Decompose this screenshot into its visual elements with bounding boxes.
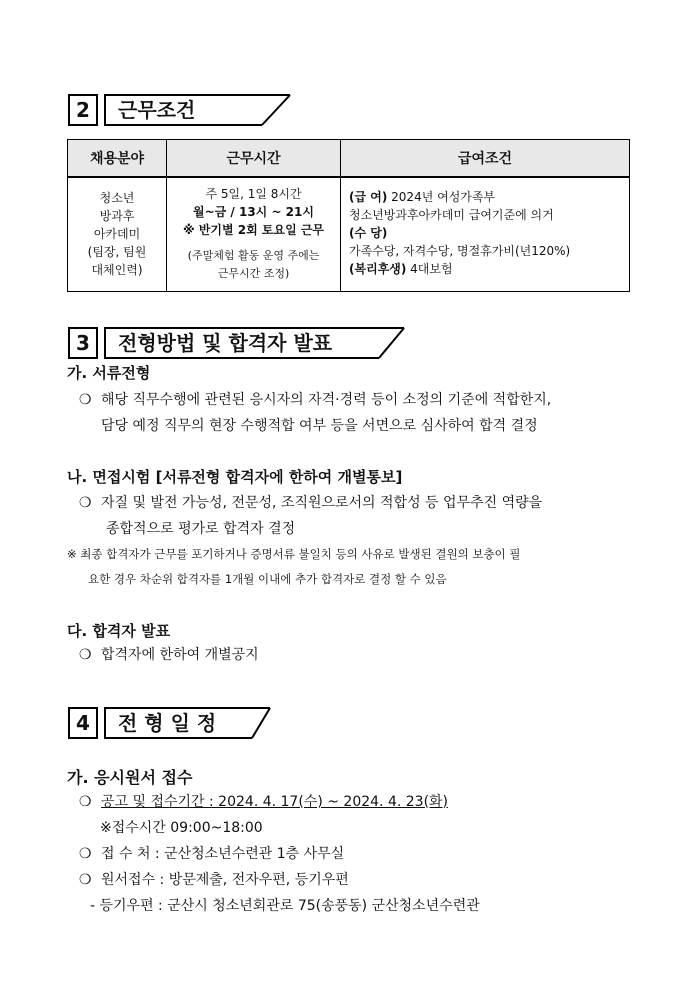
- circle-bullet-icon: ❍: [79, 495, 92, 511]
- pay-line: 가족수당, 자격수당, 명절휴가비(년120%): [349, 244, 571, 258]
- subsection-title: 가. 서류전형: [67, 364, 151, 382]
- field-line: (팀장, 팀원: [87, 245, 147, 260]
- bullet-line: [79, 644, 259, 664]
- section-4-heading: [68, 707, 273, 737]
- field-line: 대체인력): [91, 263, 143, 278]
- hours-note: 근무시간 조정): [217, 267, 290, 281]
- work-conditions-table: [67, 139, 630, 292]
- hours-cell: [167, 177, 341, 291]
- circle-bullet-icon: ❍: [79, 794, 92, 810]
- hours-line: 월~금 / 13시 ~ 21시: [193, 205, 314, 220]
- pay-label: (급 여): [349, 190, 388, 204]
- bullet-continuation: 종합적으로 평가로 합격자 결정: [106, 521, 296, 537]
- header-field: 채용분야: [68, 140, 167, 178]
- field-line: 아카데미: [93, 227, 141, 242]
- bullet-continuation: 담당 예정 직무의 현장 수행적합 여부 등을 서면으로 심사하여 합격 결정: [101, 418, 538, 434]
- pay-line: [349, 260, 625, 278]
- bullet-text: 접 수 처 : 군산청소년수련관 1층 사무실: [101, 846, 345, 862]
- field-line: 청소년: [99, 191, 135, 206]
- pay-cell: [341, 177, 630, 291]
- section-number: 4: [68, 707, 98, 739]
- circle-bullet-icon: ❍: [79, 846, 92, 862]
- bullet-text: 합격자에 한하여 개별공지: [101, 647, 259, 663]
- circle-bullet-icon: ❍: [79, 392, 92, 408]
- reception-hours: ※접수시간 09:00~18:00: [100, 820, 263, 836]
- section-number: 3: [68, 327, 98, 359]
- bullet-text: 공고 및 접수기간 : 2024. 4. 17(수) ~ 2024. 4. 23(화): [101, 794, 449, 810]
- section-title: 전형방법 및 합격자 발표: [104, 327, 363, 359]
- schedule-period-line: [79, 791, 448, 811]
- hours-note: (주말체험 활동 운영 주에는: [187, 249, 320, 263]
- section-3-heading: [68, 327, 408, 357]
- mail-address-line: - 등기우편 : 군산시 청소년회관로 75(송풍동) 군산청소년수련관: [90, 898, 480, 914]
- heading-slant: [361, 327, 406, 359]
- pay-value: 2024년 여성가족부: [387, 190, 496, 204]
- field-line: 방과후: [99, 209, 135, 224]
- pay-label: (수 당): [349, 226, 388, 240]
- bullet-line: [79, 869, 349, 889]
- subsection-title: 나. 면접시험 [서류전형 합격자에 한하여 개별통보]: [67, 468, 403, 486]
- note-line: 요한 경우 차순위 합격자를 1개월 이내에 추가 합격자로 결정 할 수 있음: [88, 572, 447, 586]
- pay-line: [349, 188, 625, 206]
- header-hours: 근무시간: [167, 140, 341, 178]
- pay-label: (복리후생): [349, 262, 407, 276]
- subsection-title: 가. 응시원서 접수: [67, 768, 193, 787]
- header-pay: 급여조건: [341, 140, 630, 178]
- pay-line: 청소년방과후아카데미 급여기준에 의거: [349, 208, 554, 222]
- bullet-line: [79, 492, 542, 512]
- pay-value: 4대보험: [406, 262, 453, 276]
- field-cell: [68, 177, 167, 291]
- bullet-text: 원서접수 : 방문제출, 전자우편, 등기우편: [101, 872, 349, 888]
- bullet-text: 자질 및 발전 가능성, 전문성, 조직원으로서의 적합성 등 업무추진 역량을: [101, 495, 543, 511]
- circle-bullet-icon: ❍: [79, 647, 92, 663]
- section-number: 2: [68, 94, 98, 126]
- circle-bullet-icon: ❍: [79, 872, 92, 888]
- section-title: 전 형 일 정: [104, 707, 246, 739]
- subsection-title: 다. 합격자 발표: [67, 622, 171, 640]
- hours-line: 주 5일, 1일 8시간: [205, 187, 302, 202]
- bullet-line: [79, 843, 344, 863]
- hours-saturday: ※ 반기별 2회 토요일 근무: [182, 223, 325, 238]
- bullet-line: [79, 389, 551, 409]
- note-line: ※ 최종 합격자가 근무를 포기하거나 증명서류 불일치 등의 사유로 발생된 결원의 보충이 필: [67, 547, 521, 561]
- section-title: 근무조건: [104, 94, 242, 126]
- heading-slant: [240, 94, 292, 126]
- section-2-heading: [68, 94, 293, 124]
- heading-slant: [244, 707, 272, 739]
- bullet-text: 해당 직무수행에 관련된 응시자의 자격·경력 등이 소정의 기준에 적합한지,: [101, 392, 552, 408]
